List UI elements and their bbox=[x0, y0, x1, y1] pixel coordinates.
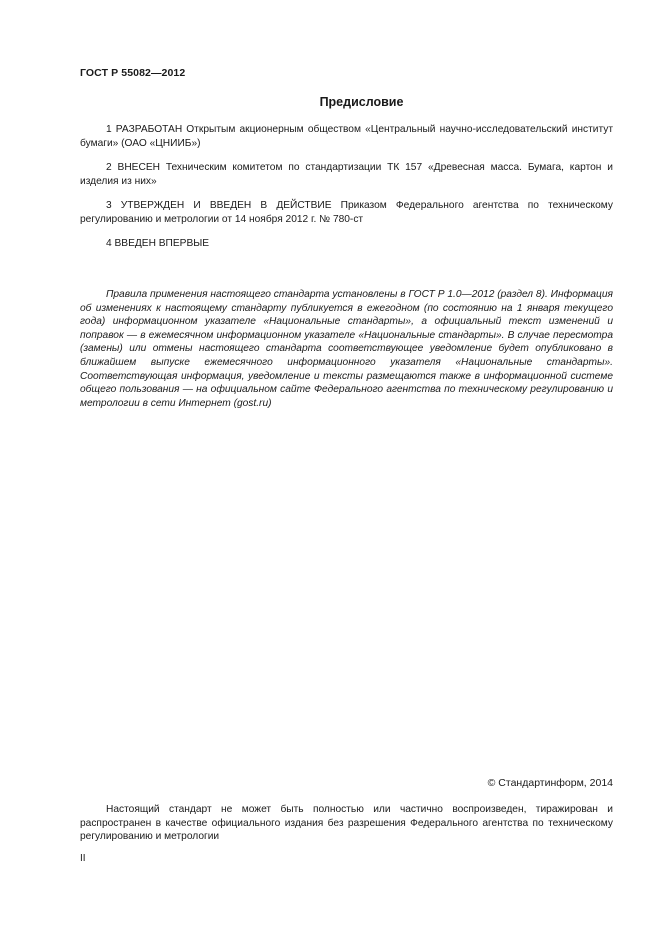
paragraph-first-introduced bbox=[80, 237, 613, 251]
document-id: ГОСТ Р 55082—2012 bbox=[80, 67, 186, 79]
reproduction-text: Настоящий стандарт не может быть полностью или частично воспроизведен, тиражирован и распространен в качестве официального издания без разрешения Федерального агентства по техническому регулированию и метрологии bbox=[80, 804, 613, 843]
page-number: II bbox=[80, 853, 86, 864]
paragraph-text: 1 РАЗРАБОТАН Открытым акционерным обществом «Центральный научно-исследовательский институт бумаги» (ОАО «ЦНИИБ») bbox=[80, 124, 613, 149]
application-rules-notice bbox=[80, 288, 613, 410]
paragraph-text: 2 ВНЕСЕН Техническим комитетом по стандартизации ТК 157 «Древесная масса. Бумага, картон и изделия из них» bbox=[80, 162, 613, 187]
paragraph-text: 4 ВВЕДЕН ВПЕРВЫЕ bbox=[106, 238, 210, 249]
paragraph-text: 3 УТВЕРЖДЕН И ВВЕДЕН В ДЕЙСТВИЕ Приказом Федерального агентства по техническому регулированию и метрологии от 14 ноября 2012 г. № 780-ст bbox=[80, 200, 613, 225]
paragraph-developed bbox=[80, 123, 613, 151]
reproduction-notice bbox=[80, 803, 613, 844]
copyright-line: © Стандартинформ, 2014 bbox=[487, 777, 613, 789]
paragraph-introduced bbox=[80, 161, 613, 189]
paragraph-approved bbox=[80, 199, 613, 227]
notice-text: Правила применения настоящего стандарта установлены в ГОСТ Р 1.0—2012 (раздел 8). Информация об изменениях к настоящему стандарту публикуется в ежегодном (по состоянию на 1 января текущего года) информационном указателе «Национальные стандарты», а официальный текст изменений и поправок — в ежемесячном информационном указателе «Национальные стандарты». В случае пересмотра (замены) или отмены настоящего стандарта соответствующее уведомление будет опубликовано в ближайшем выпуске ежемесячного информационного указателя «Национальные стандарты». Соответствующая информация, уведомление и тексты размещаются также в информационной системе общего пользования — на официальном сайте Федерального агентства по техническому регулированию и метрологии в сети Интернет (gost.ru) bbox=[80, 289, 613, 409]
page-title: Предисловие bbox=[319, 95, 404, 109]
